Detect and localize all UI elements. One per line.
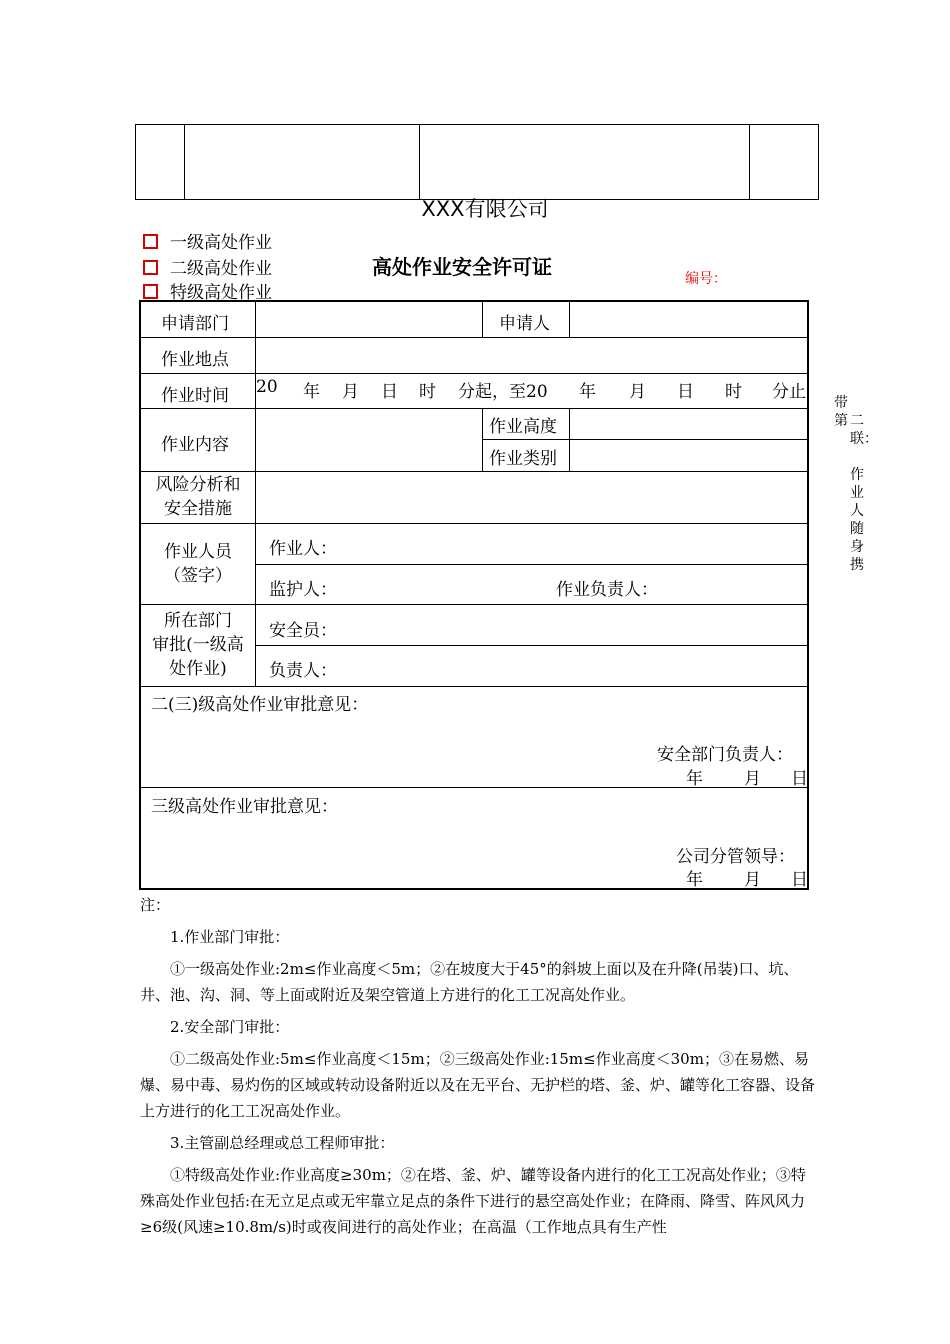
side-note-col: 二联： (850, 413, 878, 447)
note-heading: 3.主管副总经理或总工程师审批： (170, 1134, 395, 1152)
time-label: 作业时间 (161, 386, 229, 406)
note-text: ①二级高处作业:5m≤作业高度＜15m；②三级高处作业:15m≤作业高度＜30m；③在易燃、易爆、易中毒、易灼伤的区域或转动设备附近以及在无平台、无护栏的塔、釜、炉、罐等化工容器、设备上方进行的化工工况高处作业。 (140, 1050, 816, 1120)
content-field[interactable] (256, 409, 482, 471)
worker-label: 作业人： (269, 539, 337, 559)
company-leader-label: 公司分管领导： (676, 847, 795, 867)
time-unit: 月 (629, 382, 646, 402)
location-label: 作业地点 (161, 350, 229, 370)
time-unit: 分止 (772, 382, 806, 402)
header-divider (184, 125, 185, 199)
workers-label-line: （签字） (164, 566, 232, 586)
side-note-col: 带第 (834, 395, 848, 429)
time-unit: 年 (579, 382, 596, 402)
dept-approval-label (141, 609, 255, 681)
level-label: 二级高处作业 (170, 259, 272, 279)
row-line (141, 373, 807, 374)
notes-title: 注： (140, 896, 171, 914)
risk-label (141, 473, 255, 521)
time-unit: 日 (677, 382, 694, 402)
time-unit: 月 (342, 382, 359, 402)
workers-label-line: 作业人员 (164, 542, 232, 562)
dept-approval-line: 处作业) (169, 659, 227, 679)
note-heading: 2.安全部门审批： (170, 1018, 290, 1036)
safety-head-label: 安全部门负责人： (657, 745, 793, 765)
col-line (482, 302, 483, 337)
row-line (255, 645, 807, 646)
row-line (141, 787, 807, 788)
side-note-col: 作业人随身携 (850, 467, 864, 573)
workers-label (141, 540, 255, 588)
guardian-label: 监护人： (269, 580, 337, 600)
dept-approval-line: 所在部门 (164, 611, 232, 631)
category-field[interactable] (570, 440, 807, 471)
checkbox-icon[interactable] (143, 260, 158, 275)
company-name: XXX有限公司 (421, 197, 549, 221)
dept-approval-line: 审批(一级高 (152, 635, 244, 655)
risk-field[interactable] (256, 472, 807, 523)
height-field[interactable] (570, 409, 807, 439)
note-text: ①特级高处作业:作业高度≥30m；②在塔、釜、炉、罐等设备内进行的化工工况高处作业；③特殊高处作业包括:在无立足点或无牢靠立足点的条件下进行的悬空高处作业；在降雨、降雪、阵风风力≥6级(风速≥10.8m/s)时或夜间进行的高处作业；在高温（工作地点具有生产性 (140, 1166, 806, 1236)
level-option-2[interactable] (143, 254, 272, 279)
note-text: ①一级高处作业:2m≤作业高度＜5m；②在坡度大于45°的斜坡上面以及在升降(吊装)口、坑、井、池、沟、洞、等上面或附近及架空管道上方进行的化工工况高处作业。 (140, 960, 799, 1004)
time-unit: 分起，至20 (458, 382, 548, 402)
level23-opinion-label: 二(三)级高处作业审批意见： (151, 695, 369, 715)
header-divider (419, 125, 420, 199)
apply-dept-field[interactable] (256, 303, 482, 337)
row-line (141, 523, 807, 524)
leader-label: 作业负责人： (556, 580, 658, 600)
level-option-1[interactable] (143, 228, 272, 253)
risk-label-line: 风险分析和 (155, 475, 241, 495)
location-field[interactable] (256, 338, 807, 373)
row-line (141, 604, 807, 605)
date-year: 年 (686, 870, 703, 890)
row-line (141, 686, 807, 687)
applicant-label: 申请人 (499, 314, 550, 334)
permit-title: 高处作业安全许可证 (372, 255, 552, 279)
content-label: 作业内容 (161, 435, 229, 455)
safety-officer-label: 安全员： (269, 621, 337, 641)
time-unit: 时 (419, 382, 436, 402)
category-label: 作业类别 (489, 449, 557, 469)
applicant-field[interactable] (570, 303, 807, 337)
note-heading: 1.作业部门审批： (170, 928, 290, 946)
time-year-prefix: 20 (256, 377, 278, 397)
date-month: 月 (744, 769, 761, 789)
header-box (135, 124, 819, 200)
time-unit: 年 (303, 382, 320, 402)
level-label: 一级高处作业 (170, 233, 272, 253)
checkbox-icon[interactable] (143, 284, 158, 299)
apply-dept-label: 申请部门 (161, 314, 229, 334)
header-divider (749, 125, 750, 199)
serial-number-label: 编号： (685, 271, 727, 287)
level3-opinion-label: 三级高处作业审批意见： (151, 797, 338, 817)
time-unit: 时 (725, 382, 742, 402)
height-label: 作业高度 (489, 417, 557, 437)
date-year: 年 (686, 769, 703, 789)
row-line (255, 564, 807, 565)
notes-section (140, 892, 820, 1246)
date-day: 日 (791, 870, 808, 890)
date-month: 月 (744, 870, 761, 890)
date-day: 日 (791, 769, 808, 789)
responsible-label: 负责人： (269, 661, 337, 681)
risk-label-line: 安全措施 (164, 499, 232, 519)
level-label: 特级高处作业 (170, 283, 272, 303)
time-unit: 日 (381, 382, 398, 402)
checkbox-icon[interactable] (143, 234, 158, 249)
col-line (482, 408, 483, 471)
permit-form (139, 300, 809, 890)
